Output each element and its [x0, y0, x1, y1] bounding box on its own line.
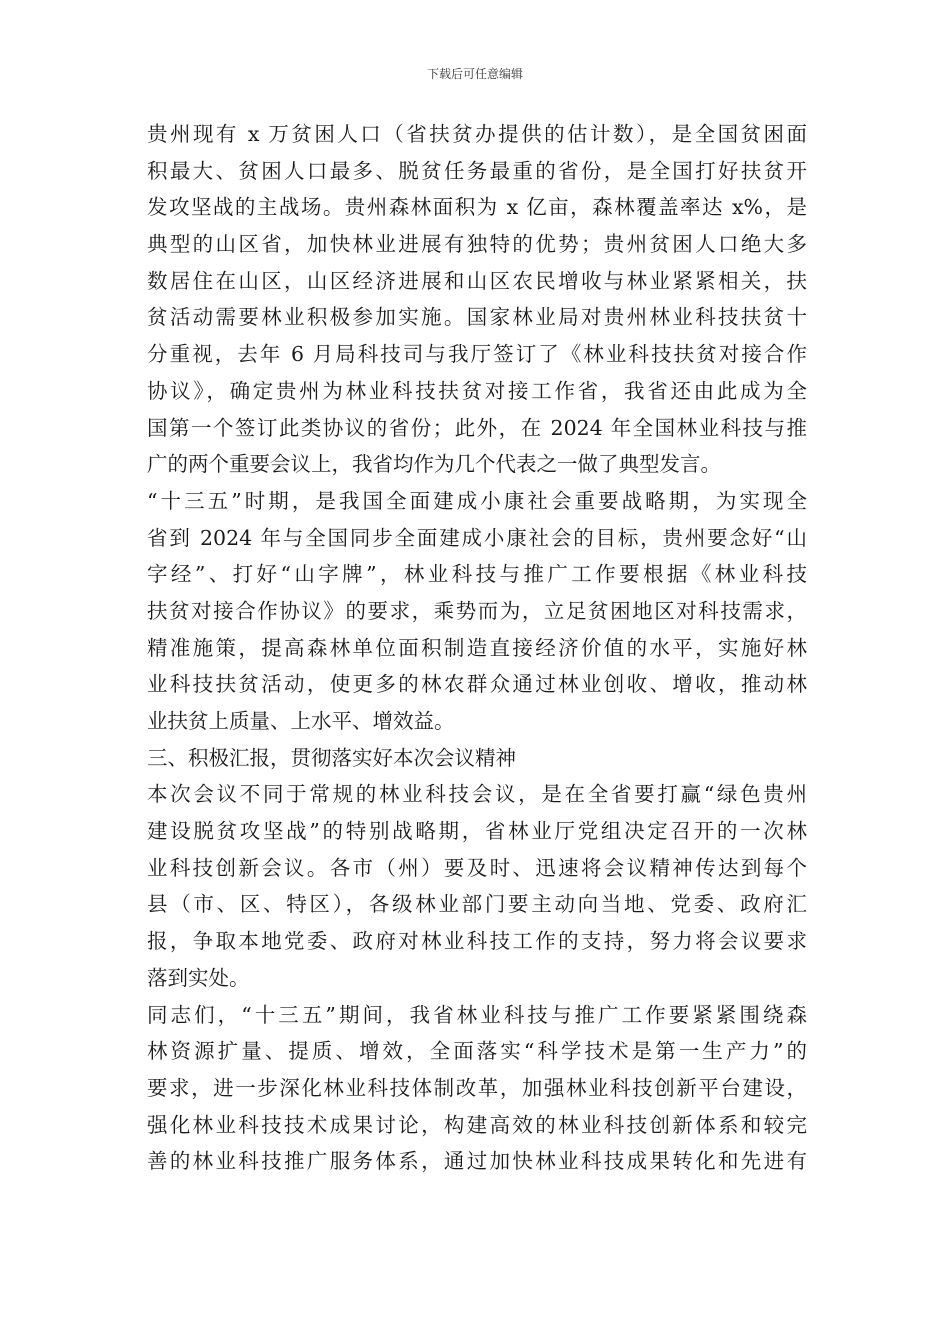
text-line: 县（市、区、特区），各级林业部门要主动向当地、党委、政府汇 — [147, 892, 807, 917]
text-line: 业科技扶贫活动，使更多的林农群众通过林业创收、增收，推动林 — [147, 672, 807, 697]
text-line: 落到实处。 — [147, 965, 250, 990]
text-line: 业扶贫上质量、上水平、增效益。 — [147, 709, 455, 733]
section-heading: 三、积极汇报，贯彻落实好本次会议精神 — [147, 745, 516, 770]
text-line: 省到 2024 年与全国同步全面建成小康社会的目标，贵州要念好“山 — [147, 525, 807, 550]
text-line: 广的两个重要会议上，我省均作为几个代表之一做了典型发言。 — [147, 452, 721, 477]
text-line: 本次会议不同于常规的林业科技会议，是在全省要打赢“绿色贵州 — [147, 782, 807, 807]
text-line: 扶贫对接合作协议》的要求，乘势而为，立足贫困地区对科技需求， — [147, 598, 807, 623]
text-line: 建设脱贫攻坚战”的特别战略期，省林业厅党组决定召开的一次林 — [147, 819, 807, 844]
text-line: 贫活动需要林业积极参加实施。国家林业局对贵州林业科技扶贫十 — [147, 305, 807, 330]
text-line: 同志们，“十三五”期间，我省林业科技与推广工作要紧紧围绕森 — [147, 1002, 807, 1027]
document-body — [147, 116, 807, 1180]
text-line: 要求，进一步深化林业科技体制改革，加强林业科技创新平台建设， — [147, 1075, 807, 1100]
text-line: 字经”、打好“山字牌”，林业科技与推广工作要根据《林业科技 — [147, 562, 807, 587]
text-line: 业科技创新会议。各市（州）要及时、迅速将会议精神传达到每个 — [147, 855, 807, 880]
text-line: 发攻坚战的主战场。贵州森林面积为 x 亿亩，森林覆盖率达 x%，是 — [147, 195, 807, 220]
text-line: 国第一个签订此类协议的省份；此外，在 2024 年全国林业科技与推 — [147, 415, 807, 440]
text-line: 善的林业科技推广服务体系，通过加快林业科技成果转化和先进有 — [147, 1149, 807, 1174]
text-line: 贵州现有 x 万贫困人口（省扶贫办提供的估计数），是全国贫困面 — [147, 122, 807, 146]
text-line: 典型的山区省，加快林业进展有独特的优势；贵州贫困人口绝大多 — [147, 232, 807, 257]
text-line: 强化林业科技技术成果讨论，构建高效的林业科技创新体系和较完 — [147, 1112, 807, 1137]
page-header-note: 下载后可任意编辑 — [426, 67, 523, 81]
text-line: 报，争取本地党委、政府对林业科技工作的支持，努力将会议要求 — [147, 929, 807, 954]
text-line: 协议》，确定贵州为林业科技扶贫对接工作省，我省还由此成为全 — [147, 378, 807, 403]
text-line: 分重视，去年 6 月局科技司与我厅签订了《林业科技扶贫对接合作 — [147, 342, 807, 367]
text-line: “十三五”时期，是我国全面建成小康社会重要战略期，为实现全 — [147, 488, 807, 513]
text-line: 数居住在山区，山区经济进展和山区农民增收与林业紧紧相关，扶 — [147, 268, 807, 293]
text-line: 精准施策，提高森林单位面积制造直接经济价值的水平，实施好林 — [147, 635, 807, 660]
text-line: 林资源扩量、提质、增效，全面落实“科学技术是第一生产力”的 — [147, 1039, 807, 1064]
text-line: 积最大、贫困人口最多、脱贫任务最重的省份，是全国打好扶贫开 — [147, 158, 807, 183]
